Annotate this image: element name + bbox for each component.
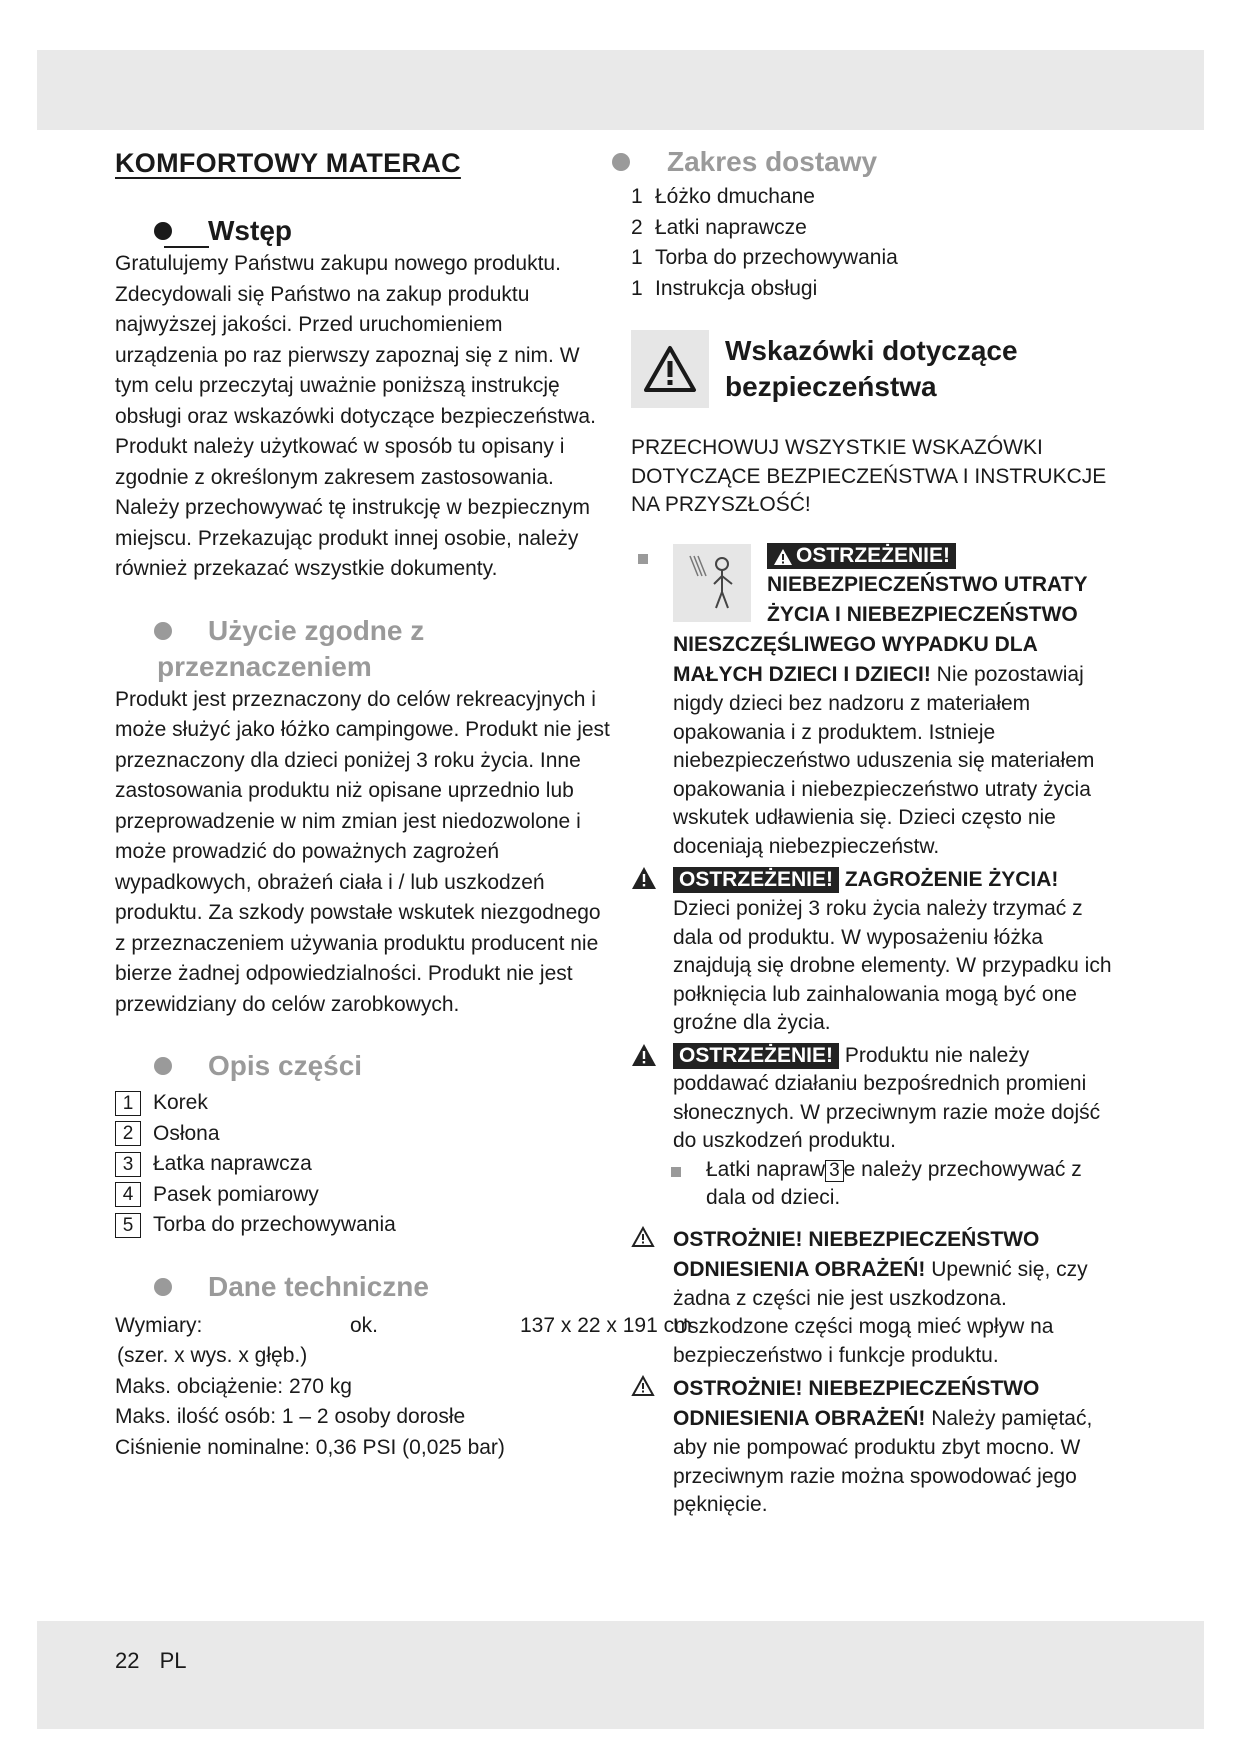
part-number-box: 4 [115,1182,141,1207]
part-number-box: 3 [825,1160,844,1182]
tech-heading: Dane techniczne [115,1269,610,1305]
left-column [115,144,692,1463]
part-number-box: 1 [115,1091,141,1116]
tech-specs [115,1311,692,1464]
list-item: 1 Instrukcja obsługi [631,276,818,300]
warning-badge: OSTRZEŻENIE! [673,1043,839,1069]
spec-pressure: Ciśnienie nominalne: 0,36 PSI (0,025 bar) [115,1435,505,1459]
square-bullet-icon [671,1167,681,1177]
page-footer [115,1648,201,1674]
caution-triangle-icon [631,1226,655,1248]
right-column [631,144,1126,1520]
list-item: 1 Łóżko dmuchane [631,185,815,208]
keep-instructions-notice: PRZECHOWUJ WSZYSTKIE WSKAZÓWKI DOTYCZĄCE BEZPIECZEŃSTWA I INSTRUKCJE NA PRZYSZŁOŚĆ! [631,436,1107,516]
parts-heading: Opis części [115,1048,610,1084]
warning-triangle-icon [631,866,657,890]
bullet-dot-icon [612,153,630,171]
part-number-box: 5 [115,1213,141,1238]
patches-note: Łatki napraw 3 e należy przechowywać z dala od dzieci. [631,1156,1126,1213]
part-number-box: 3 [115,1152,141,1177]
intended-use-heading-line2: przeznaczeniem [157,650,372,682]
page-number: 22 [115,1648,140,1673]
list-item: 1 Korek [115,1088,610,1119]
supply-heading: Zakres dostawy [573,144,1126,180]
caution-overinflate: OSTROŻNIE! NIEBEZPIECZEŃSTWO ODNIESIENIA OBRAŻEŃ! Należy pamiętać, aby nie pompować produktu zbyt mocno. W przeciwnym razie można spowodować jego pęknięcie. [631,1374,1126,1520]
list-item: 5 Torba do przechowywania [115,1210,610,1241]
intro-heading: Wstęp [115,213,610,249]
warning-badge: OSTRZEŻENIE! [673,867,839,893]
warning-life-danger: OSTRZEŻENIE! ZAGROŻENIE ŻYCIA! Dzieci poniżej 3 roku życia należy trzymać z dala od produktu. W wyposażeniu łóżka znajdują się drobne elementy. W przypadku ich połknięcia lub zainhalowania mogą być one groźne dla życia. [631,865,1126,1038]
square-bullet-icon [638,554,648,564]
intended-use-heading: Użycie zgodne z [115,613,610,649]
list-item: 2 Osłona [115,1119,610,1150]
list-item: 1 Torba do przechowywania [631,246,898,269]
parts-list [115,1088,610,1241]
warning-sunlight: OSTRZEŻENIE! Produktu nie należy poddawać działaniu bezpośrednich promieni słonecznych. W przeciwnym razie może dojść do uszkodzeń produktu. [631,1042,1126,1156]
spec-dimensions-sub: (szer. x wys. x głęb.) [117,1344,308,1367]
bullet-dot-icon [154,1057,172,1075]
supply-list [631,182,1126,304]
header-band [37,50,1204,130]
warning-badge: OSTRZEŻENIE! [767,543,956,569]
heading-underline [164,246,209,248]
spec-max-load: Maks. obciążenie: 270 kg [115,1374,352,1398]
intro-text: Gratulujemy Państwu zakupu nowego produktu. Zdecydowali się Państwo na zakup produktu najwyższej jakości. Przed uruchomieniem urządzenia po raz pierwszy zapoznaj się z nim. W tym celu przeczytaj uważnie poniższą instrukcję obsługi oraz wskazówki dotyczące bezpieczeństwa. Produkt należy użytkować w sposób tu opisany i zgodnie z określonym zakresem zastosowania. Należy przechowywać tę instrukcję w bezpiecznym miejscu. Przekazując produkt innej osobie, należy również przekazać wszystkie dokumenty. [115,252,596,580]
warning-triangle-icon [631,1043,657,1067]
intended-use-text: Produkt jest przeznaczony do celów rekreacyjnych i może służyć jako łóżko campingowe. Produkt nie jest przeznaczony dla dzieci poniżej 3 roku życia. Inne zastosowania produktu niż opisane uprzednio lub przeprowadzenie w nim zmian jest niedozwolone i może prowadzić do poważnych zagrożeń wypadkowych, obrażeń ciała i / lub uszkodzeń produktu. Za szkody powstałe wskutek niezgodnego z przeznaczeniem używania produktu producent nie bierze żadnej odpowiedzialności. Produkt nie jest przewidziany do celów zarobkowych. [115,687,610,1016]
warning-triangle-icon [631,330,709,408]
list-item: 3 Łatka naprawcza [115,1149,610,1180]
list-item: 4 Pasek pomiarowy [115,1180,610,1211]
caution-triangle-icon [631,1375,655,1397]
list-item: 2 Łatki naprawcze [631,215,807,239]
child-warning-icon [673,544,751,622]
document-title: KOMFORTOWY MATERAC [115,148,461,178]
part-number-box: 2 [115,1121,141,1146]
spec-max-persons: Maks. ilość osób: 1 – 2 osoby dorosłe [115,1405,466,1428]
warning-children: OSTRZEŻENIE! NIEBEZPIECZEŃSTWO UTRATY ŻYCIA I NIEBEZPIECZEŃSTWO NIESZCZĘŚLIWEGO WYPADKU DLA MAŁYCH DZIECI I DZIECI! Nie pozostawiaj nigdy dzieci bez nadzoru z materiałem opakowania i z produktem. Istnieje niebezpieczeństwo uduszenia się materiałem opakowania i niebezpieczeństwo utraty życia wskutek udławienia się. Dzieci często nie doceniają niebezpieczeństw. [631,542,1126,862]
language-code: PL [159,1648,187,1673]
footer-band [37,1621,1204,1729]
bullet-dot-icon [154,222,172,240]
bullet-dot-icon [154,622,172,640]
bullet-dot-icon [154,1278,172,1296]
caution-damage: OSTROŻNIE! NIEBEZPIECZEŃSTWO ODNIESIENIA OBRAŻEŃ! Upewnić się, czy żadna z części nie jest uszkodzona. Uszkodzone części mogą mieć wpływ na bezpieczeństwo i funkcje produktu. [631,1225,1126,1371]
spec-dimensions: Wymiary: ok. 137 x 22 x 191 cm [115,1313,692,1337]
safety-heading: Wskazówki dotyczące bezpieczeństwa [631,330,1126,408]
